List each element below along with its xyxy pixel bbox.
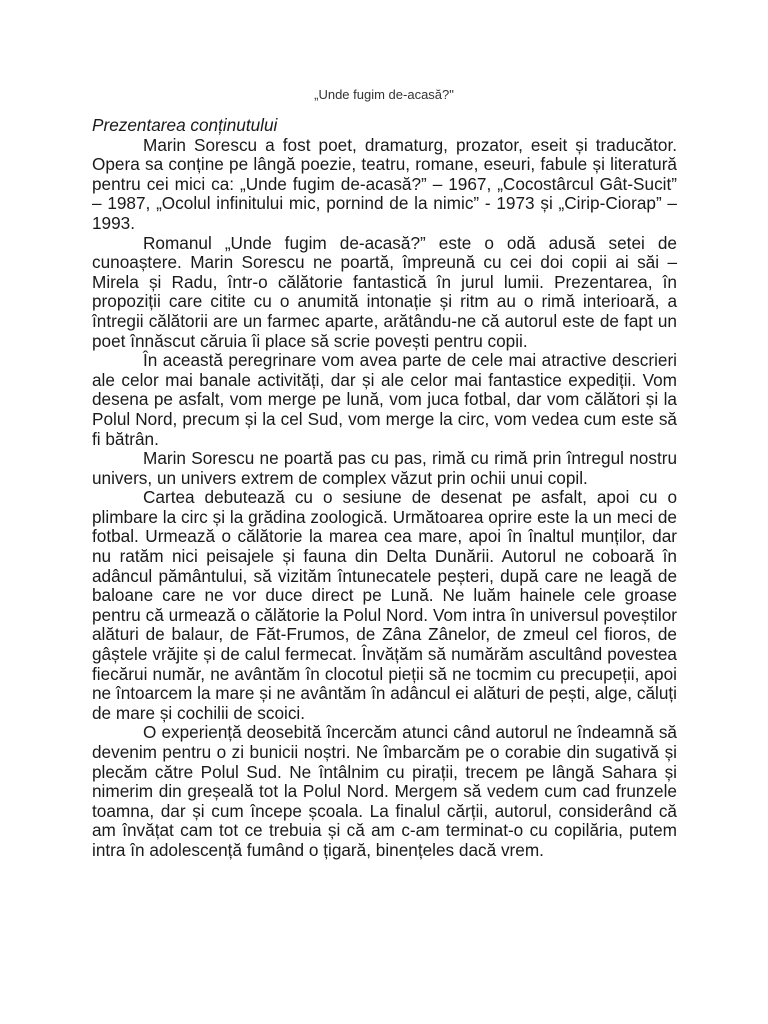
section-heading: Prezentarea conținutului [92,115,278,135]
paragraph: Romanul „Unde fugim de-acasă?” este o odă adusă setei de cunoaștere. Marin Sorescu ne poartă, împreună cu cei doi copii ai săi – Mirela și Radu, într-o călătorie fantastică în jurul lumii. Prezentarea, în propoziții care citite cu o anumită intonație și ritm au o rimă interioară, a întregii călătorii are un farmec aparte, arătându-ne că autorul este de fapt un poet înnăscut căruia îi place să scrie povești pentru copii. [92,232,677,351]
paragraph: Cartea debutează cu o sesiune de desenat pe asfalt, apoi cu o plimbare la circ și la grădina zoologică. Următoarea oprire este la un meci de fotbal. Urmează o călătorie la marea cea mare, apoi în înaltul munților, dar nu ratăm nici peisajele și fauna din Delta Dunării. Autorul ne coboară în adâncul pământului, să vizităm întunecatele peșteri, după care ne leagă de baloane care ne vor duce direct pe Lună. Ne luăm hainele cele groase pentru că urmează o călătorie la Polul Nord. Vom intra în universul poveștilor alături de balaur, de Făt-Frumos, de Zâna Zânelor, de zmeul cel fioros, de gâștele vrăjite și de calul fermecat. Învățăm să numărăm ascultând povestea fiecărui număr, ne avântăm în clocotul pieții să ne tocmim cu precupeții, apoi ne întoarcem la mare și ne avântăm în adâncul ei alături de pești, alge, căluți de mare și cochilii de scoici. [92,487,677,723]
paragraph: Marin Sorescu a fost poet, dramaturg, prozator, eseit și traducător. Opera sa conține pe lângă poezie, teatru, romane, eseuri, fabule și literatură pentru cei mici ca: „Unde fugim de-acasă?” – 1967, „Cocostârcul Gât-Sucit” – 1987, „Ocolul infinitului mic, pornind de la nimic” - 1973 și „Cirip-Ciorap” – 1993. [92,134,677,233]
document-title: „Unde fugim de-acasă?" [314,87,454,102]
paragraph: O experiență deosebită încercăm atunci când autorul ne îndeamnă să devenim pentru o zi bunicii noștri. Ne îmbarcăm pe o corabie din sugativă și plecăm către Polul Sud. Ne întâlnim cu pirații, trecem pe lângă Sahara și nimerim din greșeală tot la Polul Nord. Mergem să vedem cum cad frunzele toamna, dar și cum începe școala. La finalul cărții, autorul, considerând că am învățat cam tot ce trebuia și că am c-am terminat-o cu copilăria, putem intra în adolescență fumând o țigară, binențeles dacă vrem. [92,722,677,860]
document-body [92,116,677,861]
paragraph: Marin Sorescu ne poartă pas cu pas, rimă cu rimă prin întregul nostru univers, un univers extrem de complex văzut prin ochii unui copil. [92,448,677,488]
paragraph: În această peregrinare vom avea parte de cele mai atractive descrieri ale celor mai banale activități, dar și ale celor mai fantastice expediții. Vom desena pe asfalt, vom merge pe lună, vom juca fotbal, dar vom călători și la Polul Nord, precum și la cel Sud, vom merge la circ, vom vedea cum este să fi bătrân. [92,350,677,449]
